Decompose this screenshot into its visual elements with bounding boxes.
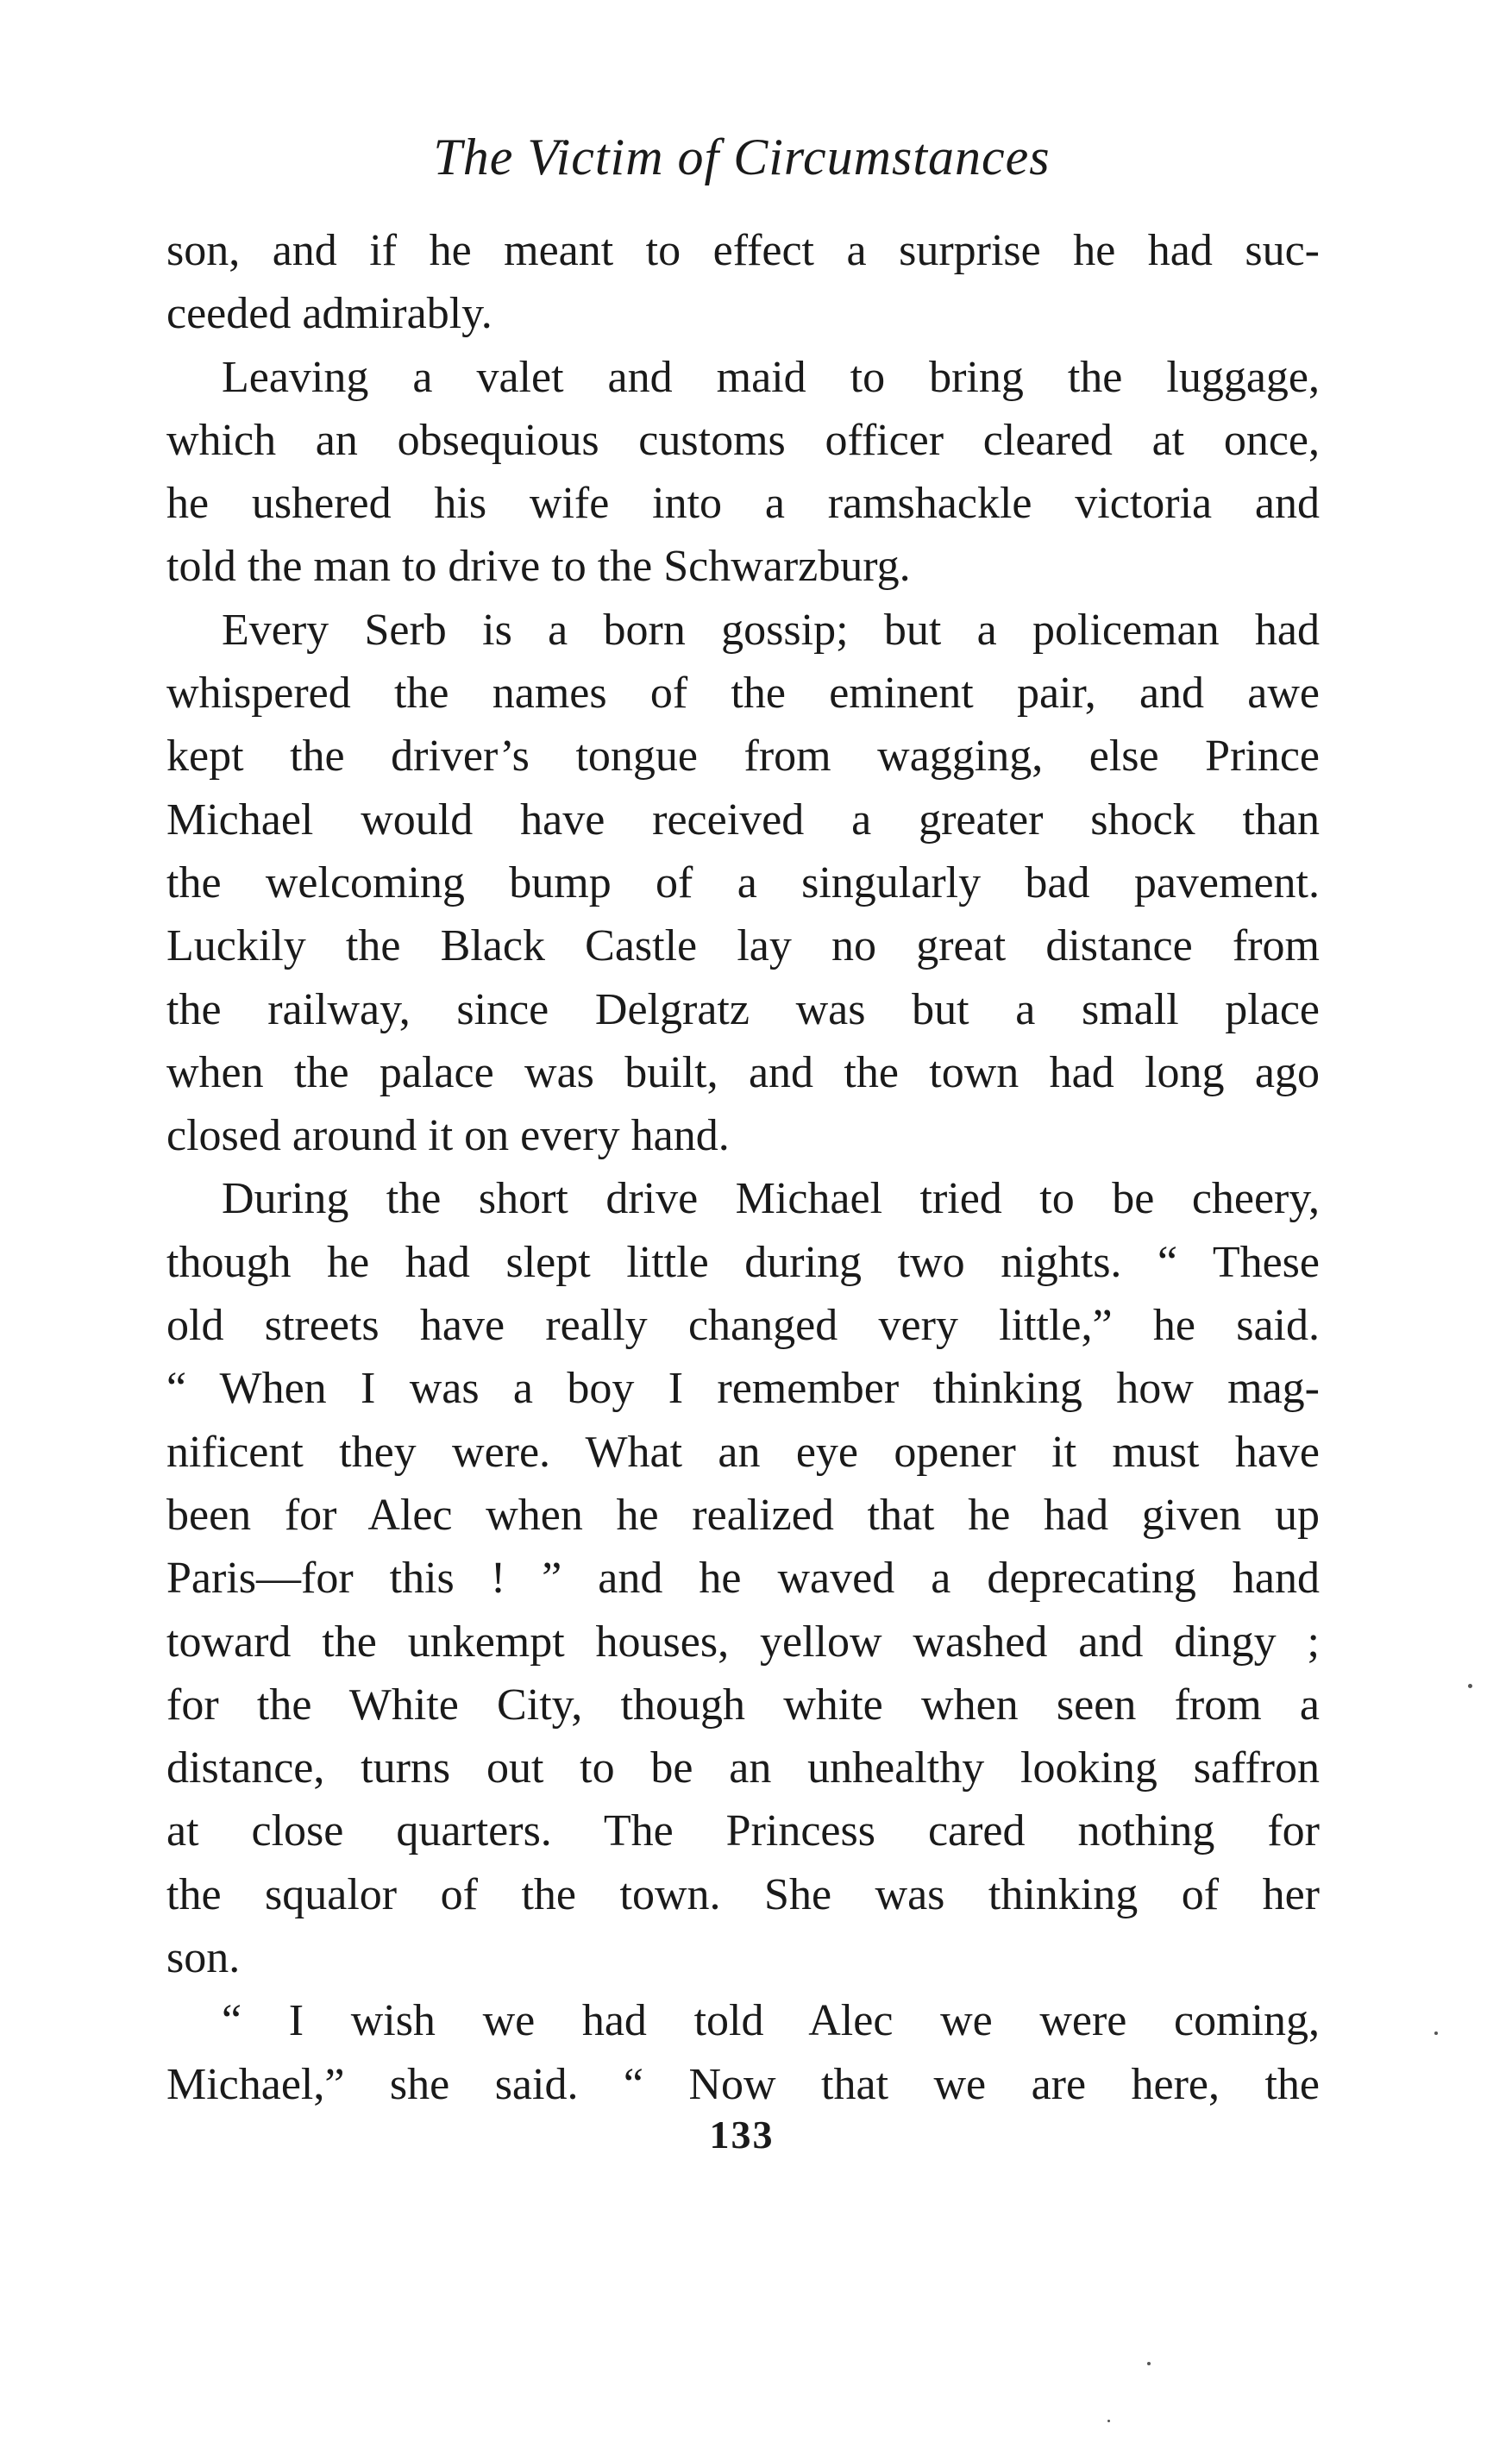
text-line: told the man to drive to the Schwarzburg. [166, 542, 911, 592]
text-line: Michael,” she said. “ Now that we are here, the [166, 2059, 1320, 2109]
text-line: when the palace was built, and the town had long ago [166, 1047, 1320, 1097]
text-line: which an obsequious customs officer cleared at once, [166, 415, 1320, 465]
paper-speck [1107, 2420, 1110, 2422]
text-line: he ushered his wife into a ramshackle victoria and [166, 479, 1320, 529]
text-line: nificent they were. What an eye opener it must have [166, 1427, 1320, 1477]
text-line: son. [166, 1933, 241, 1983]
text-line: son, and if he meant to effect a surprise he had suc- [166, 226, 1320, 275]
text-line: whispered the names of the eminent pair, and awe [166, 669, 1320, 719]
text-line: kept the driver’s tongue from wagging, else Prince [166, 732, 1320, 782]
paper-speck [1147, 2362, 1151, 2365]
text-line: distance, turns out to be an unhealthy looking saffron [166, 1743, 1320, 1793]
text-line: been for Alec when he realized that he had given up [166, 1490, 1320, 1540]
text-line: the squalor of the town. She was thinking of her [166, 1869, 1320, 1919]
text-line: Leaving a valet and maid to bring the luggage, [222, 352, 1320, 402]
text-line: toward the unkempt houses, yellow washed and dingy ; [166, 1617, 1320, 1667]
text-line: During the short drive Michael tried to be cheery, [222, 1174, 1320, 1224]
text-line: the railway, since Delgratz was but a small place [166, 984, 1320, 1034]
text-line: Luckily the Black Castle lay no great distance from [166, 921, 1320, 971]
text-line: at close quarters. The Princess cared nothing for [166, 1806, 1320, 1856]
paper-speck [1434, 2031, 1438, 2035]
text-line: for the White City, though white when seen from a [166, 1680, 1320, 1730]
text-line: Every Serb is a born gossip; but a policeman had [222, 605, 1320, 655]
text-line: the welcoming bump of a singularly bad pavement. [166, 857, 1320, 907]
running-head: The Victim of Circumstances [433, 129, 1051, 185]
text-line: Paris—for this ! ” and he waved a deprecating hand [166, 1554, 1320, 1604]
body-text [166, 219, 1320, 2116]
paper-speck [1468, 1684, 1472, 1688]
text-line: old streets have really changed very little,” he said. [166, 1301, 1320, 1351]
text-line: “ When I was a boy I remember thinking how mag- [166, 1364, 1320, 1414]
text-line: though he had slept little during two nights. “ These [166, 1237, 1320, 1287]
page-number: 133 [709, 2113, 775, 2157]
text-line: Michael would have received a greater shock than [166, 794, 1320, 845]
text-line: closed around it on every hand. [166, 1111, 730, 1161]
text-line: ceeded admirably. [166, 289, 492, 339]
text-line: “ I wish we had told Alec we were coming, [222, 1996, 1320, 2046]
